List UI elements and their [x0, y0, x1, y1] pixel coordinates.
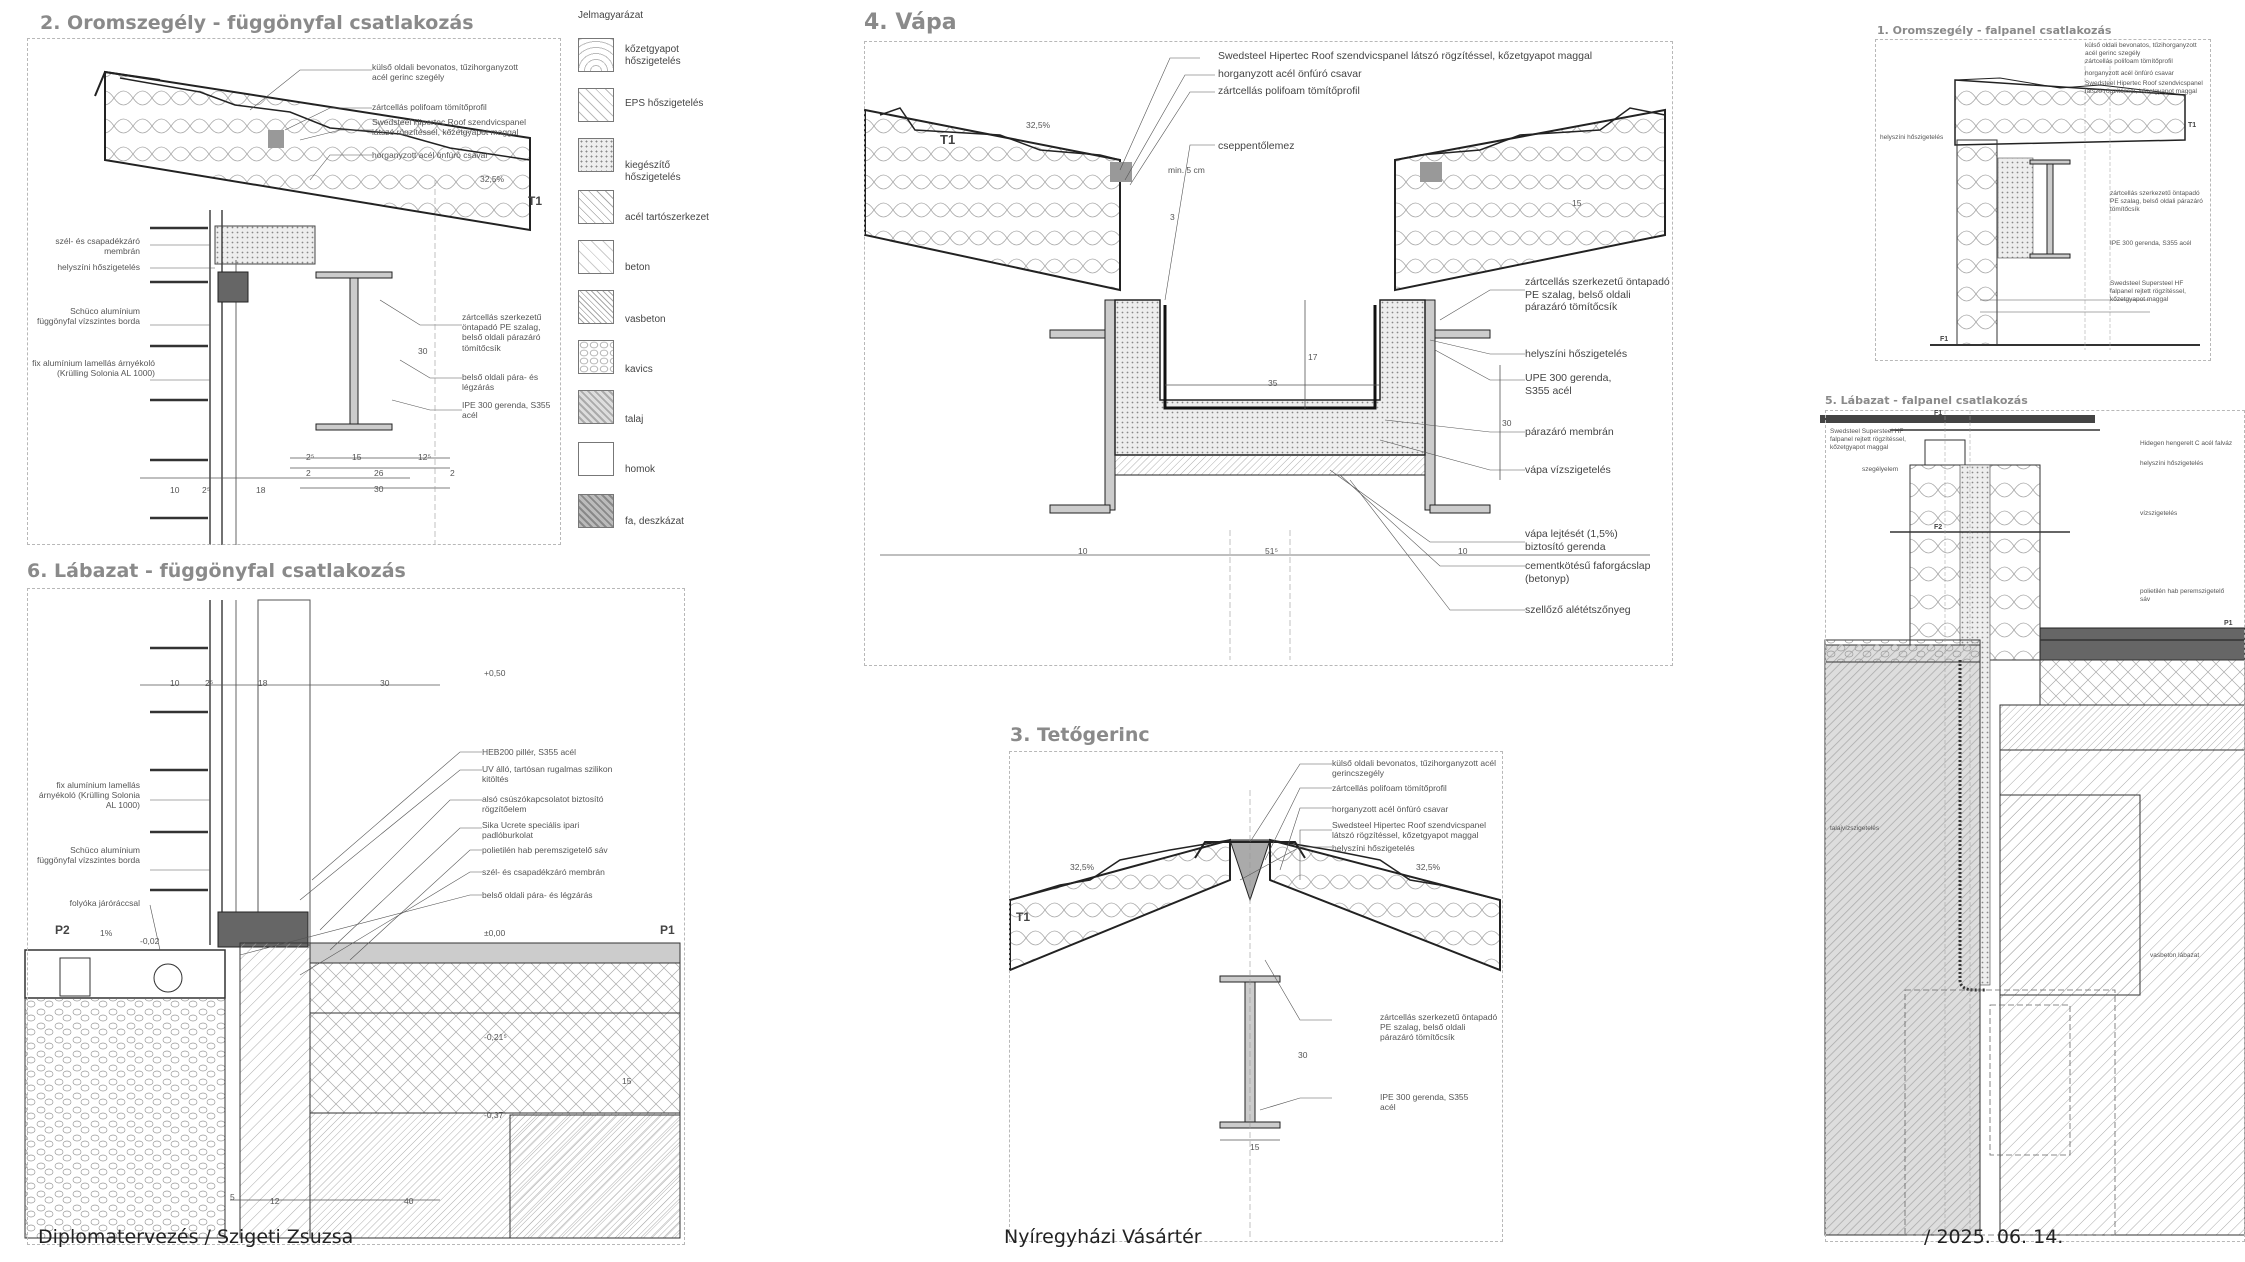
detail-5-title: 5. Lábazat - falpanel csatlakozás: [1825, 394, 2028, 407]
annotation: horganyzott acél önfúró csavar: [2085, 70, 2174, 77]
annotation: cementkötésű faforgácslap (betonyp): [1525, 560, 1651, 585]
annotation: zártcellás szerkezetű öntapadó PE szalag, belső oldali párazáró tömítőcsík: [1525, 276, 1670, 314]
annotation: helyszíni hőszigetelés: [1880, 134, 1944, 141]
annotation: zártcellás polifoam tömítőprofil: [372, 102, 487, 112]
dim: 40: [404, 1196, 414, 1206]
marker-f2: F2: [1934, 524, 1943, 531]
slope-label: 32,5%: [1416, 862, 1441, 872]
annotation: helyszíni hőszigetelés: [57, 262, 140, 272]
dim: 30: [380, 678, 390, 688]
annotation: vízszigetelés: [2140, 510, 2178, 517]
annotation: talajvízszigetelés: [1830, 825, 1880, 832]
marker-t1: T1: [1016, 910, 1031, 924]
dim: 12: [270, 1196, 280, 1206]
annotation: Swedsteel Hipertec Roof szendvicspanel látszó rögzítéssel, kőzetgyapot maggal: [372, 117, 527, 138]
annotation: HEB200 pillér, S355 acél: [482, 747, 577, 757]
dim: 30: [374, 484, 384, 494]
legend-swatch-sand: [578, 442, 614, 476]
legend-swatch-wave: [578, 38, 614, 72]
detail-5-frame: [1825, 410, 2245, 1242]
legend-label: kiegészítő hőszigetelés: [625, 160, 681, 183]
marker-t1: T1: [2188, 122, 2197, 129]
legend-title: Jelmagyarázat: [578, 10, 644, 21]
detail-6-title: 6. Lábazat - függönyfal csatlakozás: [27, 560, 406, 582]
marker-t1: T1: [940, 132, 956, 147]
annotation: belső oldali pára- és légzárás: [462, 372, 539, 393]
legend-swatch-rc: [578, 290, 614, 324]
dim: 5: [230, 1192, 235, 1202]
annotation: UPE 300 gerenda, S355 acél: [1525, 372, 1612, 397]
slope-label: 32,5%: [480, 174, 505, 184]
dim: 30: [1502, 418, 1512, 428]
marker-t1: T1: [528, 194, 543, 208]
dim: 2: [306, 468, 311, 478]
dim: 26: [374, 468, 384, 478]
legend-label: EPS hőszigetelés: [625, 98, 704, 109]
legend-label: fa, deszkázat: [625, 516, 684, 527]
dim: 2⁵: [306, 452, 315, 462]
legend-label: beton: [625, 262, 651, 273]
legend-label: kavics: [625, 364, 653, 375]
detail-2-frame: [27, 38, 561, 545]
dim: 2: [450, 468, 455, 478]
detail-6-frame: [27, 588, 685, 1245]
annotation: helyszíni hőszigetelés: [2140, 460, 2204, 467]
level-mark: +0,50: [484, 668, 506, 678]
legend-swatch-concrete: [578, 240, 614, 274]
dim: 10: [1458, 546, 1468, 556]
annotation: vápa lejtését (1,5%) biztosító gerenda: [1525, 528, 1618, 553]
legend-swatch-soil: [578, 390, 614, 424]
annotation: zártcellás polifoam tömítőprofil: [1218, 85, 1360, 97]
annotation: szél- és csapadékzáró membrán: [55, 236, 140, 257]
annotation: helyszíni hőszigetelés: [1332, 843, 1415, 853]
annotation: Swedsteel Supersteel HF falpanel rejtett rögzítéssel, kőzetgyapot maggal: [1830, 428, 1906, 451]
annotation: külső oldali bevonatos, tűzihorganyzott acél gerincszegély: [1332, 758, 1496, 779]
annotation: IPE 300 gerenda, S355 acél: [2110, 240, 2192, 247]
dim: 35: [1268, 378, 1278, 388]
dim: 10: [170, 678, 180, 688]
marker-p1: P1: [2224, 620, 2233, 627]
annotation: Swedsteel Hipertec Roof szendvicspanel látszó rögzítéssel, kőzetgyapot maggal: [2085, 80, 2203, 95]
dim: 12⁵: [418, 452, 431, 462]
dim: 17: [1308, 352, 1318, 362]
dim: 3: [1170, 212, 1175, 222]
legend-label: talaj: [625, 414, 644, 425]
legend-swatch-dots: [578, 138, 614, 172]
annotation: fix alumínium lamellás árnyékoló (Krülling Solonia AL 1000): [38, 780, 140, 811]
annotation: zártcellás polifoam tömítőprofil: [2085, 58, 2173, 65]
annotation: belső oldali pára- és légzárás: [482, 890, 593, 900]
slope-label: 1%: [100, 928, 113, 938]
legend-swatch-cross: [578, 88, 614, 122]
detail-1-title: 1. Oromszegély - falpanel csatlakozás: [1877, 24, 2112, 37]
marker-f1: F1: [1940, 336, 1949, 343]
dim: 30: [418, 346, 428, 356]
legend-label: acél tartószerkezet: [625, 212, 709, 223]
dim: 2⁵: [202, 485, 211, 495]
marker-p1: P1: [660, 923, 675, 937]
annotation: zártcellás szerkezetű öntapadó PE szalag, belső oldali párazáró tömítőcsík: [1380, 1012, 1498, 1043]
level-mark: -0,21⁵: [484, 1032, 507, 1042]
dim: 15: [622, 1076, 632, 1086]
annotation: Swedsteel Hipertec Roof szendvicspanel látszó rögzítéssel, kőzetgyapot maggal: [1332, 820, 1487, 841]
legend-label: vasbeton: [625, 314, 666, 325]
footer-project: Nyíregyházi Vásártér: [1004, 1226, 1202, 1248]
annotation: szél- és csapadékzáró membrán: [482, 867, 605, 877]
annotation: párazáró membrán: [1525, 426, 1614, 438]
annotation: szegélyelem: [1862, 466, 1899, 473]
annotation: vápa vízszigetelés: [1525, 464, 1611, 476]
annotation: Schüco alumínium függönyfal vízszintes borda: [36, 306, 140, 327]
legend-swatch-gravel: [578, 340, 614, 374]
level-mark: ±0,00: [484, 928, 506, 938]
annotation: horganyzott acél önfúró csavar: [1218, 68, 1362, 80]
legend-swatch-hatch: [578, 190, 614, 224]
dim: 10: [170, 485, 180, 495]
dim-label: min. 5 cm: [1168, 165, 1205, 175]
level-mark: -0,37: [484, 1110, 504, 1120]
annotation: horganyzott acél önfúró csavar: [372, 150, 489, 160]
annotation: Swedsteel Supersteel HF falpanel rejtett rögzítéssel, kőzetgyapot maggal: [2110, 280, 2186, 303]
annotation: IPE 300 gerenda, S355 acél: [1380, 1092, 1469, 1113]
detail-3-title: 3. Tetőgerinc: [1010, 724, 1150, 746]
detail-2-title: 2. Oromszegély - függönyfal csatlakozás: [40, 12, 474, 34]
footer-date: / 2025. 06. 14.: [1924, 1226, 2064, 1248]
annotation: polietilén hab peremszigetelő sáv: [482, 845, 608, 855]
dim: 15: [352, 452, 362, 462]
annotation: horganyzott acél önfúró csavar: [1332, 804, 1449, 814]
annotation: zártcellás polifoam tömítőprofil: [1332, 783, 1447, 793]
dim: 51⁵: [1265, 546, 1278, 556]
annotation: Schüco alumínium függönyfal vízszintes borda: [36, 845, 140, 866]
annotation: külső oldali bevonatos, tűzihorganyzott acél gerinc szegély: [372, 62, 519, 83]
annotation: zártcellás szerkezetű öntapadó PE szalag, belső oldali párazáró tömítőcsík: [2110, 190, 2203, 213]
marker-p2: P2: [55, 923, 70, 937]
annotation: folyóka járóráccsal: [69, 898, 140, 908]
annotation: UV álló, tartósan rugalmas szilikon kitöltés: [482, 764, 613, 785]
footer-author: Diplomatervezés / Szigeti Zsuzsa: [38, 1226, 354, 1248]
slope-label: 32,5%: [1026, 120, 1051, 130]
annotation: Swedsteel Hipertec Roof szendvicspanel látszó rögzítéssel, kőzetgyapot maggal: [1218, 50, 1593, 62]
legend-label: kőzetgyapot hőszigetelés: [625, 44, 681, 67]
annotation: IPE 300 gerenda, S355 acél: [462, 400, 551, 421]
annotation: alsó csúszókapcsolatot biztosító rögzítőelem: [482, 794, 604, 815]
marker-f1: F1: [1934, 410, 1943, 417]
annotation: helyszíni hőszigetelés: [1525, 348, 1628, 360]
annotation: Sika Ucrete speciális ipari padlóburkolat: [482, 820, 580, 841]
annotation: vasbeton lábazat: [2150, 952, 2200, 959]
detail-4-title: 4. Vápa: [864, 10, 957, 35]
dim: 15: [1572, 198, 1582, 208]
dim: 18: [256, 485, 266, 495]
annotation: zártcellás szerkezetű öntapadó PE szalag, belső oldali párazáró tömítőcsík: [462, 312, 542, 353]
annotation: Hidegen hengerelt C acél falváz: [2140, 440, 2233, 447]
annotation: cseppentőlemez: [1218, 140, 1295, 152]
dim: 18: [258, 678, 268, 688]
legend-swatch-wood: [578, 494, 614, 528]
annotation: polietilén hab peremszigetelő sáv: [2140, 588, 2225, 603]
annotation: külső oldali bevonatos, tűzihorganyzott acél gerinc szegély: [2085, 42, 2197, 57]
dim: 10: [1078, 546, 1088, 556]
legend-label: homok: [625, 464, 656, 475]
level-mark: -0,02: [140, 936, 160, 946]
dim: 15: [1250, 1142, 1260, 1152]
dim: 2⁵: [205, 678, 214, 688]
annotation: szellőző alététszőnyeg: [1525, 604, 1631, 616]
annotation: fix alumínium lamellás árnyékoló (Krülling Solonia AL 1000): [32, 358, 155, 379]
dim: 30: [1298, 1050, 1308, 1060]
slope-label: 32,5%: [1070, 862, 1095, 872]
